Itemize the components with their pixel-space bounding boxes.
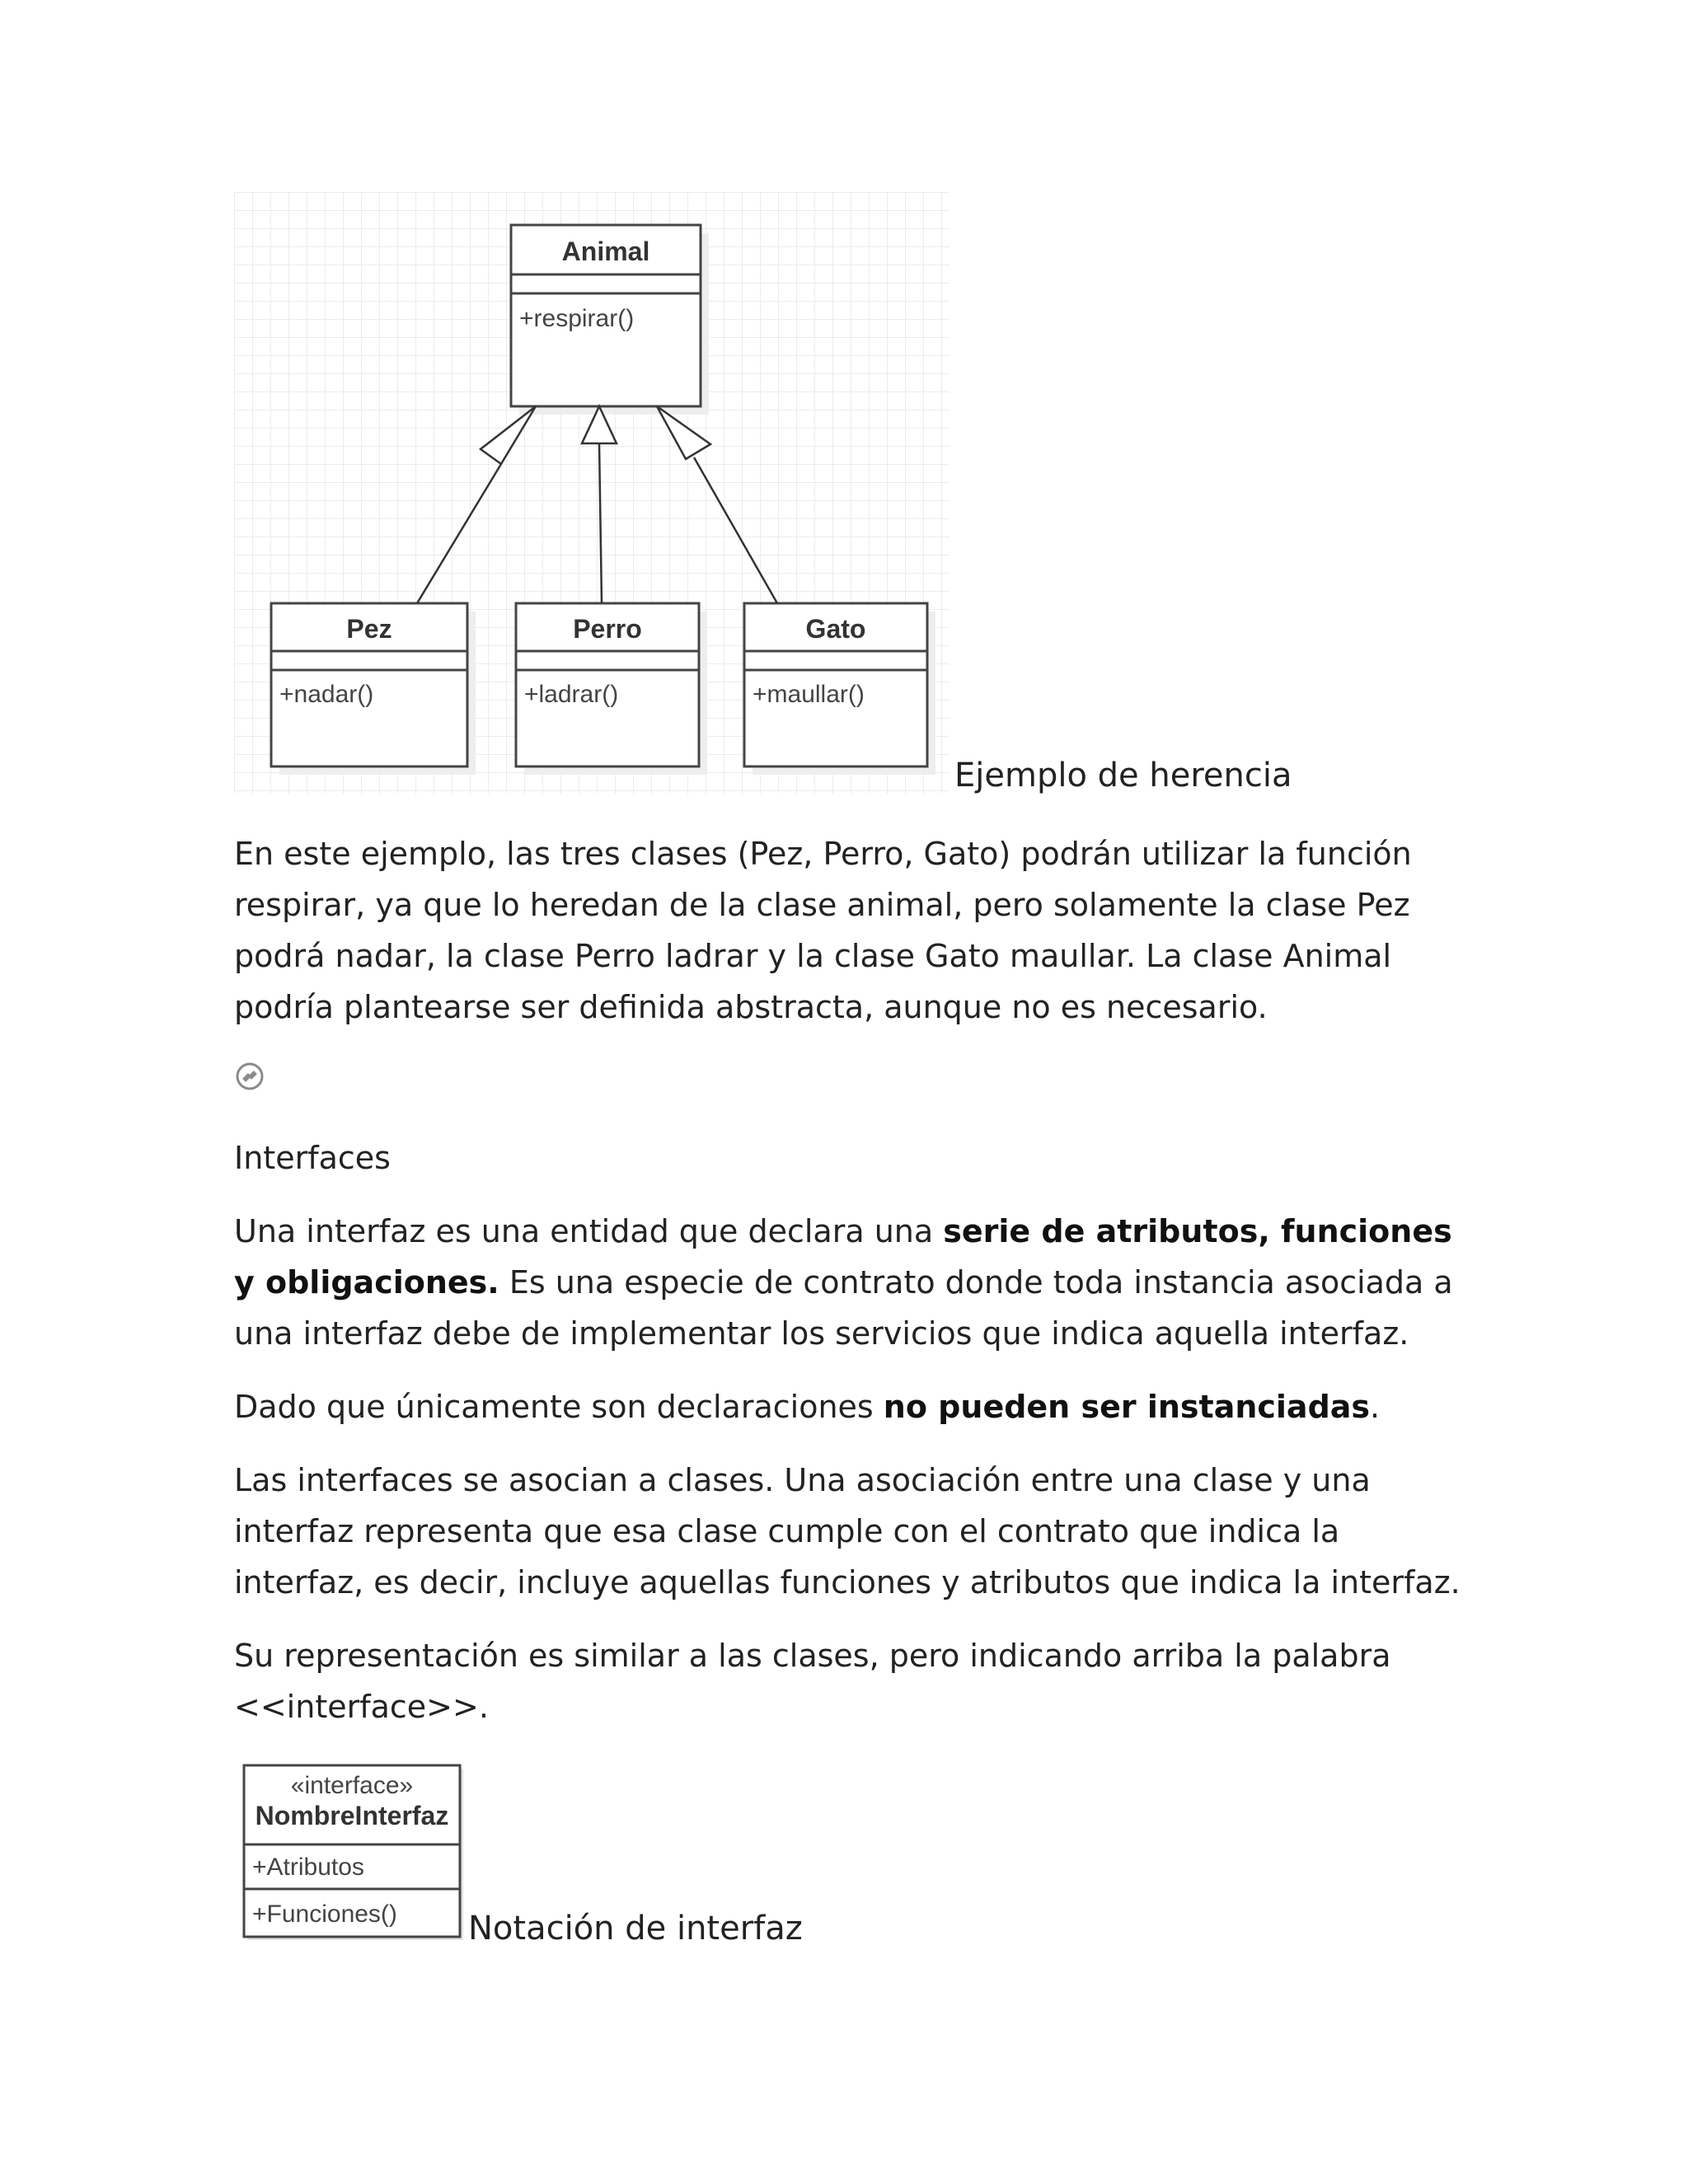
paragraph-asociacion: Las interfaces se asocian a clases. Una asociación entre una clase y una interfaz representa que esa clase cumple con el contrato que indica la interfaz, es decir, incluye aquellas funciones y atributos que indica la interfaz. bbox=[234, 1462, 1461, 1601]
class-gato-name: Gato bbox=[805, 614, 866, 644]
paragraph-herencia: En este ejemplo, las tres clases (Pez, Perro, Gato) podrán utilizar la función respirar, ya que lo heredan de la clase animal, pero solamente la clase Pez podrá nadar, la clase Perro ladrar y la clase Gato maullar. La clase Animal podría plantearse ser definida abstracta, aunque no es necesario. bbox=[234, 836, 1412, 1025]
interface-attributes: +Atributos bbox=[252, 1854, 364, 1881]
class-gato-method: +maullar() bbox=[753, 681, 865, 708]
interface-diagram bbox=[242, 1764, 467, 1943]
diagram1-caption: Ejemplo de herencia bbox=[954, 757, 1292, 794]
interface-name: NombreInterfaz bbox=[255, 1801, 449, 1830]
class-animal-name: Animal bbox=[561, 237, 650, 266]
class-pez-name: Pez bbox=[346, 614, 392, 644]
class-gato bbox=[744, 603, 935, 775]
paragraph-interfaz-definicion bbox=[234, 1206, 1462, 1359]
paragraph2-part1: Una interfaz es una entidad que declara una bbox=[234, 1213, 944, 1249]
class-pez-method: +nadar() bbox=[279, 681, 374, 708]
paragraph-representacion: Su representación es similar a las clases, pero indicando arriba la palabra <<interface>>. bbox=[234, 1638, 1391, 1725]
class-perro bbox=[516, 603, 707, 775]
interface-functions: +Funciones() bbox=[252, 1900, 397, 1928]
class-animal-method: +respirar() bbox=[519, 305, 635, 332]
link-icon[interactable] bbox=[234, 1061, 265, 1092]
section-heading-interfaces: Interfaces bbox=[234, 1140, 391, 1176]
paragraph-instanciadas bbox=[234, 1381, 1462, 1432]
paragraph2-bold: serie de atributos, funciones y obligaciones. bbox=[234, 1213, 1452, 1301]
class-perro-method: +ladrar() bbox=[524, 681, 619, 708]
paragraph3-part1: Dado que únicamente son declaraciones bbox=[234, 1389, 884, 1425]
diagram2-caption: Notación de interfaz bbox=[468, 1910, 803, 1947]
paragraph3-bold: no pueden ser instanciadas bbox=[883, 1389, 1371, 1425]
paragraph3-part2: . bbox=[1370, 1389, 1381, 1425]
interface-stereotype: «interface» bbox=[290, 1772, 414, 1799]
class-animal bbox=[511, 225, 709, 415]
inheritance-diagram bbox=[234, 192, 950, 794]
paragraph2-part2: Es una especie de contrato donde toda instancia asociada a una interfaz debe de implementar los servicios que indica aquella interfaz. bbox=[234, 1264, 1453, 1352]
class-perro-name: Perro bbox=[573, 614, 642, 644]
class-pez bbox=[271, 603, 476, 775]
